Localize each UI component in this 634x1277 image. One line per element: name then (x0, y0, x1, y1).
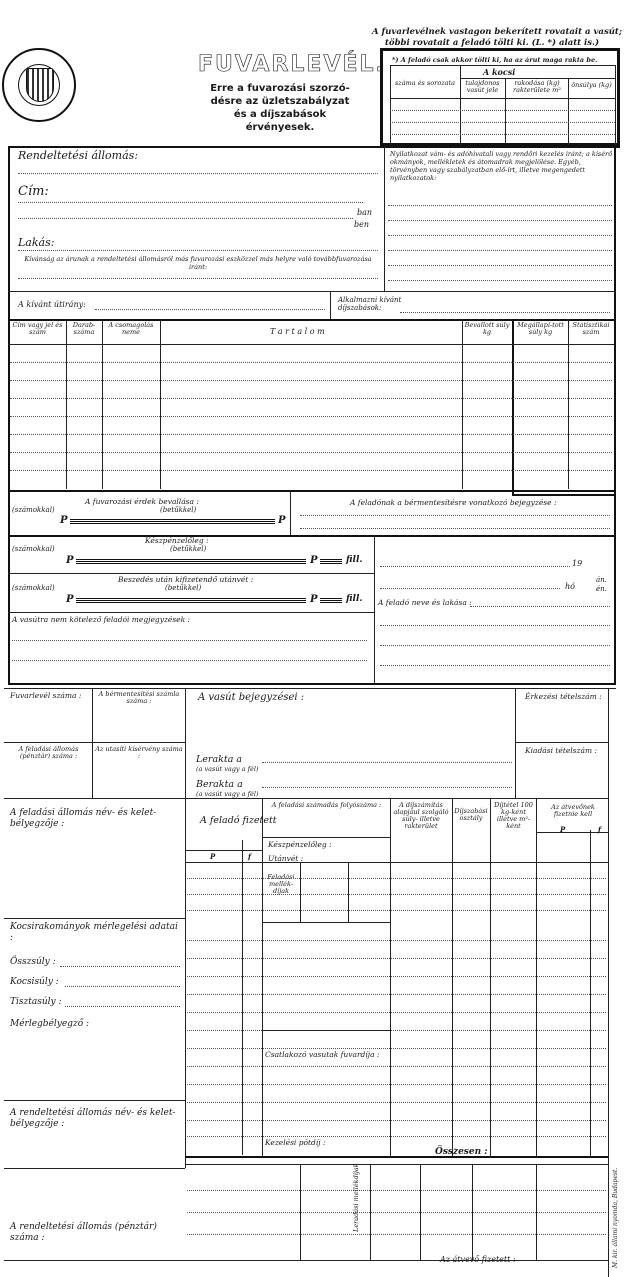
interest-currency-2: P (278, 515, 286, 526)
col-packing: A csomagolás neme (108, 321, 154, 336)
wagon-col-capacity: rakodása (kg) rakterülete m² (513, 79, 561, 94)
col-stat-no: Statisztikai szám (572, 321, 610, 336)
cash-num-label: (számokkal) (12, 545, 55, 553)
interest-num-label: (számokkal) (12, 506, 55, 514)
cod-amount-field[interactable] (76, 597, 306, 603)
cash-currency: P (66, 555, 74, 566)
printer-imprint: M. kir. állami nyomda, Budapest. (612, 1167, 619, 1268)
payee-P: P (560, 825, 566, 834)
cod-currency: P (66, 594, 74, 605)
home-label: Lakás: (18, 236, 55, 249)
sender-paid-label: A feladó fizetett (200, 815, 277, 826)
cod-fill-field[interactable] (320, 597, 342, 603)
sending-stamp-label: A feladási állomás név- és kelet-bélyegzője : (10, 808, 157, 829)
address-label: Cím: (18, 184, 49, 199)
col-mark: Cím vagy jel és szám (12, 321, 63, 336)
interest-letters-label: (betűkkel) (160, 506, 197, 514)
suffix-ban: ban (357, 208, 373, 217)
interest-title: A fuvarozási érdek bevallása : (85, 497, 199, 506)
suffix-ben: ben (354, 220, 370, 229)
forwarding-request: Kívánság az árunak a rendeltetési állomásról más fuvarozási eszközzel más helyre való továbbfuvarozása iránt: (24, 255, 372, 271)
cash-fill-label: fill. (346, 555, 363, 565)
payee-f: f (598, 825, 602, 834)
wagon-col-number: száma és sorozata (394, 79, 456, 87)
col-contents: T a r t a l o m (270, 327, 325, 336)
escort-no-label: Az utasíti kísérvény száma : (95, 745, 183, 760)
sender-name-label: A feladó neve és lakása : (378, 598, 472, 607)
col-declared-weight: Bevallott súly kg (464, 321, 510, 336)
cod-label: Utánvét : (268, 854, 304, 863)
net-weight-label: Tisztasúly : (10, 997, 62, 1007)
handling-fee-label: Kezelési pótdíj : (265, 1138, 326, 1147)
per100-head: Díjtétel 100 kg-ként illetve m²-ként (494, 801, 533, 830)
dest-cashier-label: A rendeltetési állomás (pénztár) száma : (10, 1222, 157, 1243)
year-label: 19 (572, 559, 583, 568)
unloaded-label: Lerakta a (196, 754, 243, 765)
railway-seal (2, 48, 76, 122)
loaded-label: Berakta a (196, 779, 243, 790)
arrival-no-label: Érkezési tételszám : (525, 692, 602, 701)
dest-stamp-label: A rendeltetési állomás név- és kelet-bélyegzője : (10, 1108, 176, 1129)
wagon-note: *) A feladó csak akkor tölti ki, ha az árut maga rakta be. (392, 56, 598, 64)
wagon-head: A kocsi (483, 67, 516, 77)
customs-declaration: Nyilatkozat vám- és adóhivatali vagy rendőri kezelés iránt; a kísérő okmányok, mellékletek és átomadrak megjelölése. Egyéb, törvényben vagy szabályzatban elő-írt, illetve megengedett nyilatkozatok: (390, 150, 613, 182)
cash-title: Készpénzelőleg : (145, 536, 209, 545)
cash-currency-2: P (310, 555, 318, 566)
cash-amount-field[interactable] (76, 558, 306, 564)
tariff-label: Alkalmazni kívánt díjszabások: (338, 296, 402, 312)
cod-num-label: (számokkal) (12, 584, 55, 592)
cash-advance-label: Készpénzelőleg : (268, 840, 332, 849)
cod-letters-label: (betűkkel) (165, 584, 202, 592)
day-suffix-en: én. (596, 585, 607, 593)
cod-title: Beszedés után kifizetendő utánvét : (118, 575, 254, 584)
unloaded-sub: (a vasút vagy a fél) (196, 765, 259, 773)
waybill-no-label: Fuvarlevél száma : (10, 691, 82, 700)
interest-currency: P (60, 515, 68, 526)
cash-fill-field[interactable] (320, 558, 342, 564)
nonbinding-label: A vasútra nem kötelező feladói megjegyzések : (12, 615, 191, 624)
sending-fees-label: Feladási mellék-díjak (267, 873, 295, 895)
interest-amount-field[interactable] (70, 518, 275, 524)
delivery-fees-label: Leradási mellékdíjak (352, 1163, 360, 1232)
route-label: A kívánt útirány: (18, 300, 86, 309)
coat-of-arms-icon (26, 68, 54, 102)
cod-fill-label: fill. (346, 594, 363, 604)
wagon-col-tare: önsúlya (kg) (571, 81, 612, 89)
wagon-weights-label: Kocsirakományok mérlegelési adatai : (10, 922, 178, 943)
dest-station-label: Rendeltetési állomás: (18, 149, 139, 162)
connecting-rail-label: Csatlakozó vasutak fuvardíja : (265, 1050, 380, 1059)
validity-note: Erre a fuvarozási szorzó- désre az üzletszabályzat és a díjszabások érvényesek. (210, 83, 350, 133)
paid-P: P (210, 852, 216, 861)
rail-notes-label: A vasút bejegyzései : (198, 692, 305, 703)
document-title: FUVARLEVÉL. (198, 52, 386, 77)
fill-note-line2: többi rovatait a feladó tölti ki. (L. *) alatt is.) (385, 38, 600, 48)
col-pieces: Darab-száma (72, 321, 96, 336)
payee-paid-label: Az átvevő fizetett : (440, 1255, 516, 1264)
issue-no-label: Kiadási tételszám : (525, 746, 597, 755)
sending-station-label: A feladási állomás (pénztár) száma : (18, 745, 79, 760)
rate-head: A díjszámítás alapjául szolgáló súly- illetve rakterület (393, 801, 449, 830)
wagon-weight-label: Kocsisúly : (10, 977, 59, 987)
fill-note-line1: A fuvarlevélnek vastagon bekerített rovatait a vasút; (372, 27, 622, 37)
prepay-account-label: A bérmentesítési számla száma : (98, 690, 180, 705)
total-label: Összesen : (435, 1147, 488, 1157)
prepay-note-label: A feladónak a bérmentesítésre vonatkozó bejegyzése : (350, 498, 557, 507)
calc-head: A feladási számadás folyószáma : (271, 801, 382, 809)
wagon-col-owner: tulajdonos vasút jele (465, 79, 500, 94)
payee-head: Az átvevőnek fizetnie kell (551, 803, 595, 818)
col-actual-weight: Megállapí-tott súly kg (517, 321, 564, 336)
day-suffix-an: án. (596, 576, 607, 584)
scale-stamp-label: Mérlegbélyegző : (10, 1019, 90, 1029)
total-weight-label: Összsúly : (10, 957, 56, 967)
class-head: Díjszabási osztály (454, 807, 488, 822)
month-label: hó (565, 582, 575, 591)
loaded-sub: (a vasút vagy a fél) (196, 790, 259, 798)
cod-currency-2: P (310, 594, 318, 605)
paid-f: f (248, 852, 252, 861)
cash-letters-label: (betűkkel) (170, 545, 207, 553)
